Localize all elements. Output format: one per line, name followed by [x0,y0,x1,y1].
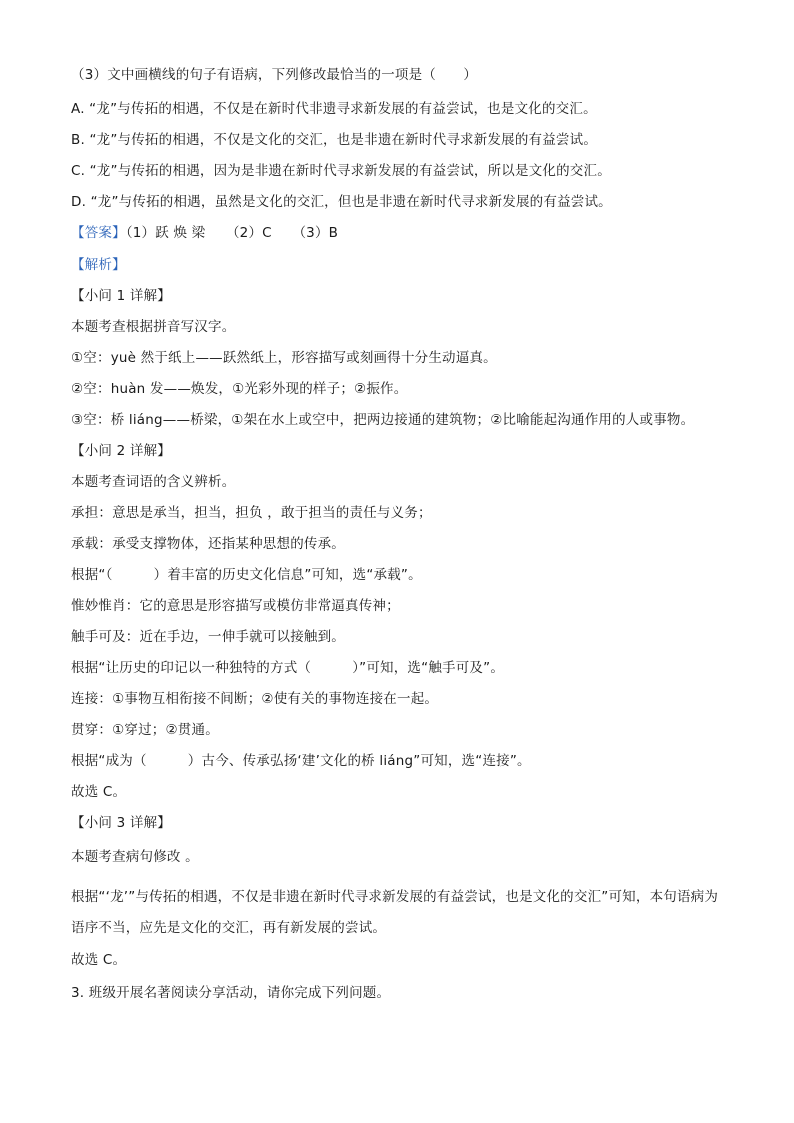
sub2-line-2: 承载：承受支撑物体，还指某种思想的传承。 [71,536,345,552]
option-d: D. “龙”与传拓的相遇，虽然是文化的交汇，但也是非遗在新时代寻求新发展的有益尝试。 [71,194,612,210]
sub2-line-8: 贯穿：①穿过；②贯通。 [71,722,219,738]
question-3-stem: （3）文中画横线的句子有语病，下列修改最恰当的一项是（ ） [71,67,478,83]
answer-tag: 【答案】 [71,225,126,241]
sub2-line-5: 触手可及：近在手边，一伸手就可以接触到。 [71,629,345,645]
answer-line [71,224,731,242]
answer-text: （1）跃 焕 梁 （2）C （3）B [125,225,339,241]
option-c: C. “龙”与传拓的相遇，因为是非遗在新时代寻求新发展的有益尝试，所以是文化的交汇。 [71,163,611,179]
sub1-line-3: ③空：桥 liáng——桥梁，①架在水上或空中，把两边接通的建筑物；②比喻能起沟通作用的人或事物。 [71,412,695,428]
sub2-line-6: 根据“让历史的印记以一种独特的方式（ ）”可知，选“触手可及”。 [71,660,505,676]
option-a: A. “龙”与传拓的相遇，不仅是在新时代非遗寻求新发展的有益尝试，也是文化的交汇。 [71,101,597,117]
sub2-line-7: 连接：①事物互相衔接不间断；②使有关的事物连接在一起。 [71,691,439,707]
sub3-intro: 本题考查病句修改 。 [71,849,199,865]
sub2-line-4: 惟妙惟肖：它的意思是形容描写或模仿非常逼真传神； [71,598,400,614]
sub3-heading: 【小问 3 详解】 [71,815,171,831]
sub2-line-10: 故选 C。 [71,784,127,800]
sub2-line-1: 承担：意思是承当，担当，担负 ，敢于担当的责任与义务； [71,505,432,521]
sub1-line-2: ②空：huàn 发——焕发，①光彩外现的样子；②振作。 [71,381,408,397]
sub1-line-1: ①空：yuè 然于纸上——跃然纸上，形容描写或刻画得十分生动逼真。 [71,350,497,366]
sub2-intro: 本题考查词语的含义辨析。 [71,474,236,490]
analysis-tag: 【解析】 [71,257,126,273]
question-3-next: 3. 班级开展名著阅读分享活动，请你完成下列问题。 [71,985,391,1001]
sub3-line-1: 根据“‘龙’”与传拓的相遇，不仅是非遗在新时代寻求新发展的有益尝试，也是文化的交汇”可知，本句语病为语序不当，应先是文化的交汇，再有新发展的尝试。 [71,889,719,936]
sub2-heading: 【小问 2 详解】 [71,443,171,459]
sub1-intro: 本题考查根据拼音写汉字。 [71,319,236,335]
sub2-line-9: 根据“成为（ ）古今、传承弘扬‘建’文化的桥 liáng”可知，选“连接”。 [71,753,531,769]
sub3-line-2: 故选 C。 [71,952,127,968]
sub2-line-3: 根据“（ ）着丰富的历史文化信息”可知，选“承载”。 [71,567,422,583]
option-b: B. “龙”与传拓的相遇，不仅是文化的交汇，也是非遗在新时代寻求新发展的有益尝试。 [71,132,598,148]
sub1-heading: 【小问 1 详解】 [71,288,171,304]
